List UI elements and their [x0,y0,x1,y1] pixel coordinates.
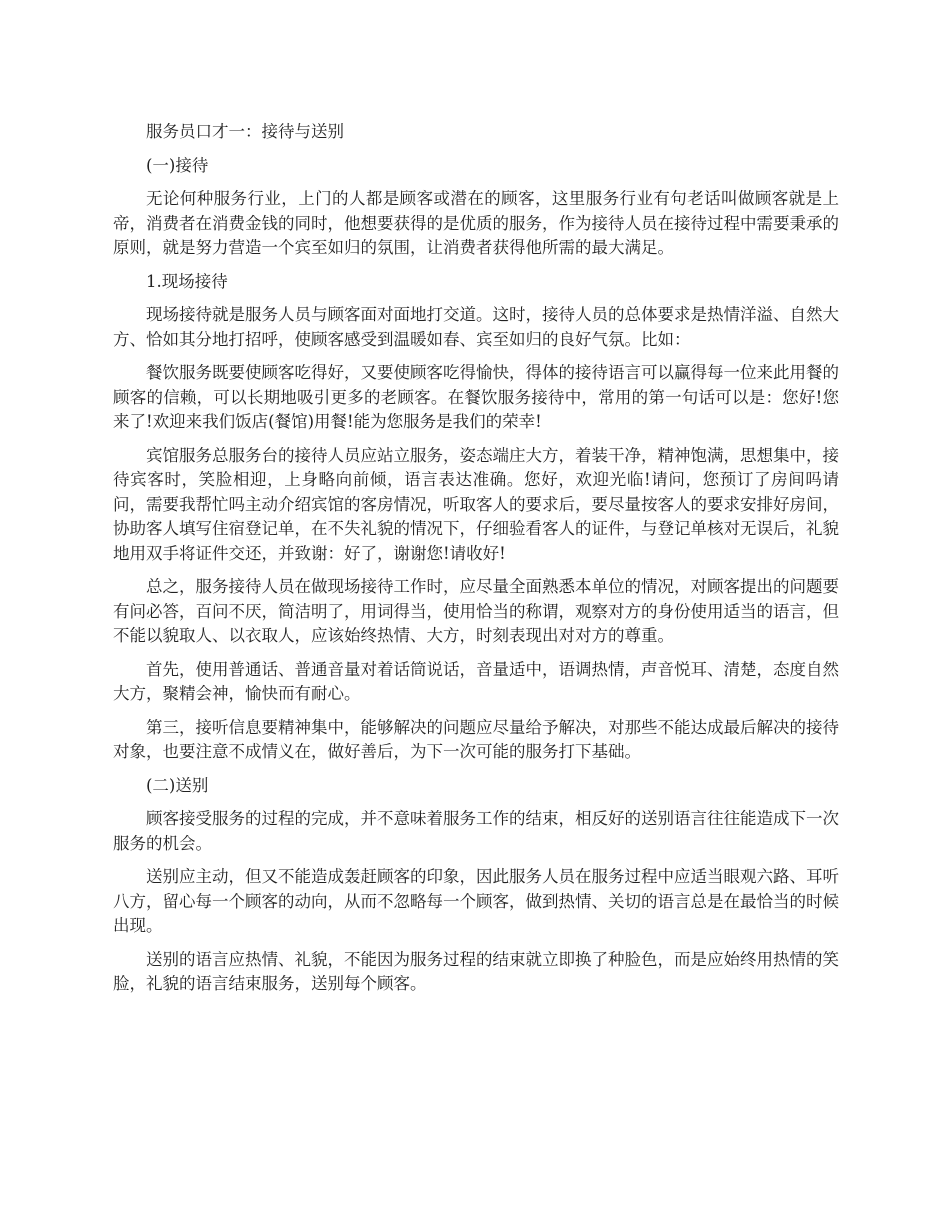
paragraph: 顾客接受服务的过程的完成，并不意味着服务工作的结束，相反好的送别语言往往能造成下一次服务的机会。 [113,809,839,853]
paragraph: 无论何种服务行业，上门的人都是顾客或潜在的顾客，这里服务行业有句老话叫做顾客就是上帝，消费者在消费金钱的同时，他想要获得的是优质的服务，作为接待人员在接待过程中需要秉承的原则，就是努力营造一个宾至如归的氛围，让消费者获得他所需的最大满足。 [113,189,839,257]
document-title: 服务员口才一：接待与送别 [146,122,344,141]
paragraph: 现场接待就是服务人员与顾客面对面地打交道。这时，接待人员的总体要求是热情洋溢、自然大方、恰如其分地打招呼，使顾客感受到温暖如春、宾至如归的良好气氛。比如： [113,305,839,349]
section-heading-reception: (一)接待 [146,155,209,175]
paragraph: 宾馆服务总服务台的接待人员应站立服务，姿态端庄大方，着装干净，精神饱满，思想集中，接待宾客时，笑脸相迎，上身略向前倾，语言表达准确。您好，欢迎光临!请问，您预订了房间吗请问，需要我帮忙吗主动介绍宾馆的客房情况，听取客人的要求后，要尽量按客人的要求安排好房间，协助客人填写住宿登记单，在不失礼貌的情况下，仔细验看客人的证件，与登记单核对无误后，礼貌地用双手将证件交还，并致谢：好了，谢谢您!请收好! [113,445,839,563]
document-body [113,120,839,1006]
paragraph: 餐饮服务既要使顾客吃得好，又要使顾客吃得愉快，得体的接待语言可以赢得每一位来此用餐的顾客的信赖，可以长期地吸引更多的老顾客。在餐饮服务接待中，常用的第一句话可以是：您好!您来了!欢迎来我们饭店(餐馆)用餐!能为您服务是我们的荣幸! [113,363,839,431]
paragraph: 首先，使用普通话、普通音量对着话筒说话，音量适中，语调热情，声音悦耳、清楚，态度自然大方，聚精会神，愉快而有耐心。 [113,659,839,703]
paragraph: 送别应主动，但又不能造成轰赶顾客的印象，因此服务人员在服务过程中应适当眼观六路、耳听八方，留心每一个顾客的动向，从而不忽略每一个顾客，做到热情、关切的语言总是在最恰当的时候出现。 [113,867,839,935]
paragraph: 送别的语言应热情、礼貌，不能因为服务过程的结束就立即换了种脸色，而是应始终用热情的笑脸，礼貌的语言结束服务，送别每个顾客。 [113,949,839,993]
section-heading-farewell: (二)送别 [146,775,209,795]
paragraph: 第三，接听信息要精神集中，能够解决的问题应尽量给予解决，对那些不能达成最后解决的接待对象，也要注意不成情义在，做好善后，为下一次可能的服务打下基础。 [113,717,839,761]
subsection-heading-onsite: 1.现场接待 [146,271,228,291]
paragraph: 总之，服务接待人员在做现场接待工作时，应尽量全面熟悉本单位的情况，对顾客提出的问题要有问必答，百问不厌，简洁明了，用词得当，使用恰当的称谓，观察对方的身份使用适当的语言，但不能以貌取人、以衣取人，应该始终热情、大方，时刻表现出对对方的尊重。 [113,577,839,645]
